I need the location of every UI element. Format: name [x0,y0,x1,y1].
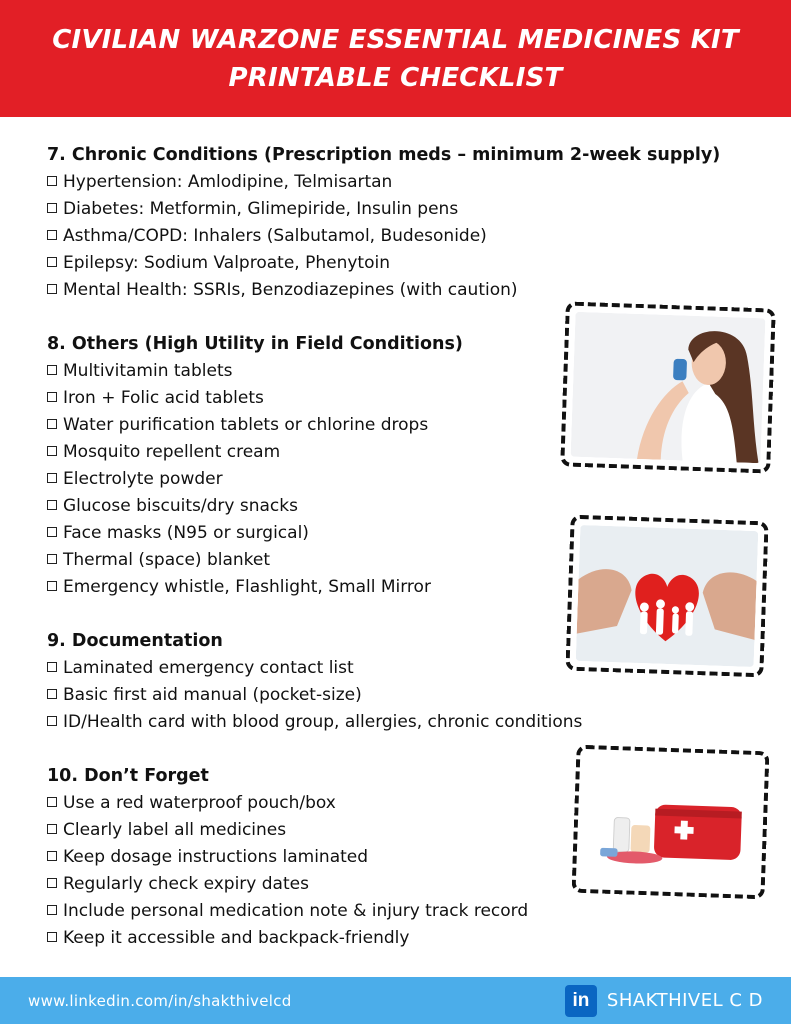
checkbox-icon[interactable] [47,932,57,942]
checkbox-icon[interactable] [47,851,57,861]
checklist-item [47,709,767,736]
checkbox-icon[interactable] [47,446,57,456]
checklist-item-label: Multivitamin tablets [63,361,233,381]
checklist-item [47,277,767,304]
linkedin-url-link[interactable]: www.linkedin.com/in/shakthivelcd [28,991,292,1010]
checklist-item-label: Clearly label all medicines [63,820,287,840]
checkbox-icon[interactable] [47,905,57,915]
checklist-item-label: Epilepsy: Sodium Valproate, Phenytoin [63,253,390,273]
page-footer [0,977,791,1024]
checkbox-icon[interactable] [47,419,57,429]
header-subtitle: PRINTABLE CHECKLIST [228,62,563,93]
checklist-item-label: ID/Health card with blood group, allergies, chronic conditions [63,712,583,732]
checkbox-icon[interactable] [47,554,57,564]
checklist-item-label: Mosquito repellent cream [63,442,281,462]
checkbox-icon[interactable] [47,203,57,213]
checklist-item-label: Laminated emergency contact list [63,658,354,678]
checklist-item-label: Water purification tablets or chlorine drops [63,415,429,435]
checklist-item [47,250,767,277]
checkbox-icon[interactable] [47,500,57,510]
checkbox-icon[interactable] [47,284,57,294]
checklist-item-label: Electrolyte powder [63,469,223,489]
checklist-item-label: Asthma/COPD: Inhalers (Salbutamol, Budesonide) [63,226,487,246]
checklist-item [47,898,767,925]
checklist-item-label: Iron + Folic acid tablets [63,388,264,408]
checklist-item-label: Emergency whistle, Flashlight, Small Mirror [63,577,431,597]
linkedin-icon[interactable]: in [565,985,597,1017]
checklist-item-label: Mental Health: SSRIs, Benzodiazepines (with caution) [63,280,518,300]
heart-family-photo [565,515,768,678]
checkbox-icon[interactable] [47,797,57,807]
checklist-item [47,493,767,520]
checkbox-icon[interactable] [47,581,57,591]
checkbox-icon[interactable] [47,176,57,186]
checklist-item-label: Include personal medication note & injury track record [63,901,529,921]
section-heading: 7. Chronic Conditions (Prescription meds – minimum 2-week supply) [47,145,721,165]
checklist-item-label: Use a red waterproof pouch/box [63,793,336,813]
checklist-item-label: Basic first aid manual (pocket-size) [63,685,362,705]
checklist-item-label: Keep it accessible and backpack-friendly [63,928,410,948]
checklist-section [47,142,767,304]
checklist-item-label: Thermal (space) blanket [63,550,271,570]
checklist-item-label: Regularly check expiry dates [63,874,309,894]
checklist-item [47,169,767,196]
checkbox-icon[interactable] [47,662,57,672]
checklist-item-label: Glucose biscuits/dry snacks [63,496,298,516]
checkbox-icon[interactable] [47,230,57,240]
checkbox-icon[interactable] [47,689,57,699]
checklist-item [47,466,767,493]
checkbox-icon[interactable] [47,473,57,483]
first-aid-kit-photo [571,745,769,900]
checkbox-icon[interactable] [47,365,57,375]
checklist-item [47,223,767,250]
section-heading: 9. Documentation [47,631,223,651]
checklist-item-label: Diabetes: Metformin, Glimepiride, Insulin pens [63,199,459,219]
checklist-item-label: Hypertension: Amlodipine, Telmisartan [63,172,393,192]
checkbox-icon[interactable] [47,878,57,888]
checkbox-icon[interactable] [47,716,57,726]
inhaler-photo [560,301,776,473]
checklist-item [47,196,767,223]
checklist-item [47,682,767,709]
footer-author [565,985,763,1017]
section-heading: 8. Others (High Utility in Field Conditions) [47,334,463,354]
checkbox-icon[interactable] [47,257,57,267]
author-name: SHAKTHIVEL C D [606,990,763,1011]
header-title: CIVILIAN WARZONE ESSENTIAL MEDICINES KIT [52,24,739,55]
checklist-item [47,925,767,952]
page-header [0,0,791,117]
checkbox-icon[interactable] [47,527,57,537]
section-heading: 10. Don’t Forget [47,766,209,786]
checkbox-icon[interactable] [47,392,57,402]
checklist-item-label: Face masks (N95 or surgical) [63,523,309,543]
checklist-item-label: Keep dosage instructions laminated [63,847,369,867]
checkbox-icon[interactable] [47,824,57,834]
